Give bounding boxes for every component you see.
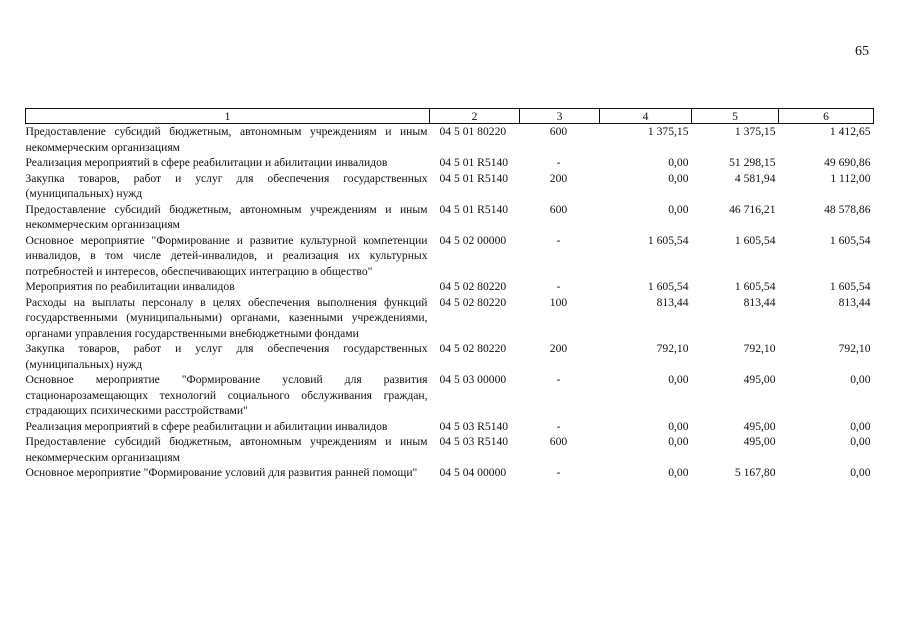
row-name: Мероприятия по реабилитации инвалидов bbox=[25, 280, 235, 293]
table-row bbox=[26, 124, 874, 156]
row-code: 04 5 02 80220 bbox=[439, 342, 507, 355]
row-expense-type: - bbox=[556, 419, 561, 433]
table-header bbox=[26, 109, 874, 124]
row-value-col5: 495,00 bbox=[743, 419, 776, 433]
row-value-col4: 1 605,54 bbox=[647, 280, 689, 293]
table-row bbox=[26, 372, 874, 419]
row-expense-type: - bbox=[556, 280, 561, 293]
table-body bbox=[26, 124, 874, 481]
row-expense-type: 100 bbox=[549, 295, 568, 309]
table-row bbox=[26, 295, 874, 342]
column-header-1: 1 bbox=[26, 109, 430, 124]
table-row bbox=[26, 465, 874, 481]
row-code: 04 5 02 80220 bbox=[439, 295, 507, 309]
row-value-col5: 46 716,21 bbox=[729, 202, 776, 216]
row-code: 04 5 01 R5140 bbox=[439, 171, 509, 185]
row-expense-type: 600 bbox=[549, 435, 568, 448]
row-expense-type: 600 bbox=[549, 125, 568, 138]
row-code: 04 5 03 R5140 bbox=[439, 435, 509, 448]
row-value-col5: 1 375,15 bbox=[734, 125, 776, 138]
row-code: 04 5 02 00000 bbox=[439, 233, 507, 247]
row-value-col5: 813,44 bbox=[743, 295, 776, 309]
header-row bbox=[26, 109, 874, 124]
row-name: Реализация мероприятий в сфере реабилитации и абилитации инвалидов bbox=[25, 156, 388, 169]
row-value-col4: 792,10 bbox=[656, 342, 689, 355]
row-value-col4: 0,00 bbox=[668, 171, 689, 185]
table-row bbox=[26, 202, 874, 233]
row-name: Закупка товаров, работ и услуг для обеспечения государственных (муниципальных) нужд bbox=[25, 342, 428, 371]
row-value-col6: 0,00 bbox=[850, 419, 871, 433]
column-header-6: 6 bbox=[779, 109, 874, 124]
row-value-col6: 1 605,54 bbox=[829, 233, 871, 247]
row-code: 04 5 01 80220 bbox=[439, 125, 507, 138]
row-value-col5: 495,00 bbox=[743, 373, 776, 386]
page-number: 65 bbox=[855, 44, 869, 59]
row-value-col6: 49 690,86 bbox=[824, 156, 871, 169]
row-name: Основное мероприятие "Формирование условий для развития стационарозамещающих технологий социального обслуживания граждан, страдающих психическими расстройствами" bbox=[25, 373, 428, 417]
row-value-col4: 0,00 bbox=[668, 373, 689, 386]
row-name: Основное мероприятие "Формирование условий для развития ранней помощи" bbox=[25, 466, 418, 479]
row-code: 04 5 02 80220 bbox=[439, 280, 507, 293]
table-row bbox=[26, 341, 874, 372]
row-name: Реализация мероприятий в сфере реабилитации и абилитации инвалидов bbox=[25, 419, 388, 433]
budget-table bbox=[25, 108, 874, 481]
row-expense-type: - bbox=[556, 373, 561, 386]
row-value-col6: 0,00 bbox=[850, 435, 871, 448]
row-value-col5: 495,00 bbox=[743, 435, 776, 448]
table-row bbox=[26, 279, 874, 295]
row-value-col4: 0,00 bbox=[668, 202, 689, 216]
row-value-col6: 0,00 bbox=[850, 373, 871, 386]
row-code: 04 5 03 R5140 bbox=[439, 419, 509, 433]
row-value-col6: 48 578,86 bbox=[824, 202, 871, 216]
row-value-col4: 0,00 bbox=[668, 435, 689, 448]
row-code: 04 5 03 00000 bbox=[439, 373, 507, 386]
column-header-2: 2 bbox=[430, 109, 520, 124]
row-value-col4: 0,00 bbox=[668, 419, 689, 433]
row-name: Закупка товаров, работ и услуг для обеспечения государственных (муниципальных) нужд bbox=[25, 171, 428, 200]
row-value-col4: 1 605,54 bbox=[647, 233, 689, 247]
column-header-5: 5 bbox=[692, 109, 779, 124]
row-expense-type: 200 bbox=[549, 171, 568, 185]
row-expense-type: - bbox=[556, 233, 561, 247]
table-row bbox=[26, 419, 874, 435]
row-value-col4: 0,00 bbox=[668, 466, 689, 479]
row-value-col6: 0,00 bbox=[850, 466, 871, 479]
row-value-col6: 792,10 bbox=[838, 342, 871, 355]
row-name: Основное мероприятие "Формирование и развитие культурной компетенции инвалидов, в том числе детей-инвалидов, и реализация их культурных потребностей и интересов, обеспечивающих интеграцию в общество" bbox=[25, 233, 428, 278]
row-expense-type: - bbox=[556, 466, 561, 479]
row-value-col6: 1 605,54 bbox=[829, 280, 871, 293]
row-value-col4: 813,44 bbox=[656, 295, 689, 309]
row-value-col6: 1 112,00 bbox=[830, 171, 871, 185]
row-value-col4: 0,00 bbox=[668, 156, 689, 169]
row-name: Расходы на выплаты персоналу в целях обеспечения выполнения функций государственными (муниципальными) органами, казенными учреждениями, органами управления государственными внебюджетными фондами bbox=[25, 295, 428, 340]
row-value-col5: 792,10 bbox=[743, 342, 776, 355]
row-value-col5: 1 605,54 bbox=[734, 280, 776, 293]
table-row bbox=[26, 434, 874, 465]
row-expense-type: - bbox=[556, 156, 561, 169]
row-expense-type: 200 bbox=[549, 342, 568, 355]
column-header-3: 3 bbox=[520, 109, 600, 124]
row-value-col6: 1 412,65 bbox=[829, 125, 871, 138]
row-value-col6: 813,44 bbox=[838, 295, 871, 309]
row-value-col5: 51 298,15 bbox=[729, 156, 776, 169]
column-header-4: 4 bbox=[600, 109, 692, 124]
row-name: Предоставление субсидий бюджетным, автономным учреждениям и иным некоммерческим организациям bbox=[25, 125, 428, 154]
row-expense-type: 600 bbox=[549, 202, 568, 216]
row-value-col5: 4 581,94 bbox=[734, 171, 776, 185]
table-row bbox=[26, 171, 874, 202]
row-value-col4: 1 375,15 bbox=[647, 125, 689, 138]
row-code: 04 5 01 R5140 bbox=[439, 156, 509, 169]
table-row bbox=[26, 233, 874, 280]
row-name: Предоставление субсидий бюджетным, автономным учреждениям и иным некоммерческим организациям bbox=[25, 435, 428, 464]
table-row bbox=[26, 155, 874, 171]
row-code: 04 5 04 00000 bbox=[439, 466, 507, 479]
row-code: 04 5 01 R5140 bbox=[439, 202, 509, 216]
row-value-col5: 1 605,54 bbox=[734, 233, 776, 247]
row-name: Предоставление субсидий бюджетным, автономным учреждениям и иным некоммерческим организациям bbox=[25, 202, 428, 231]
row-value-col5: 5 167,80 bbox=[734, 466, 776, 479]
